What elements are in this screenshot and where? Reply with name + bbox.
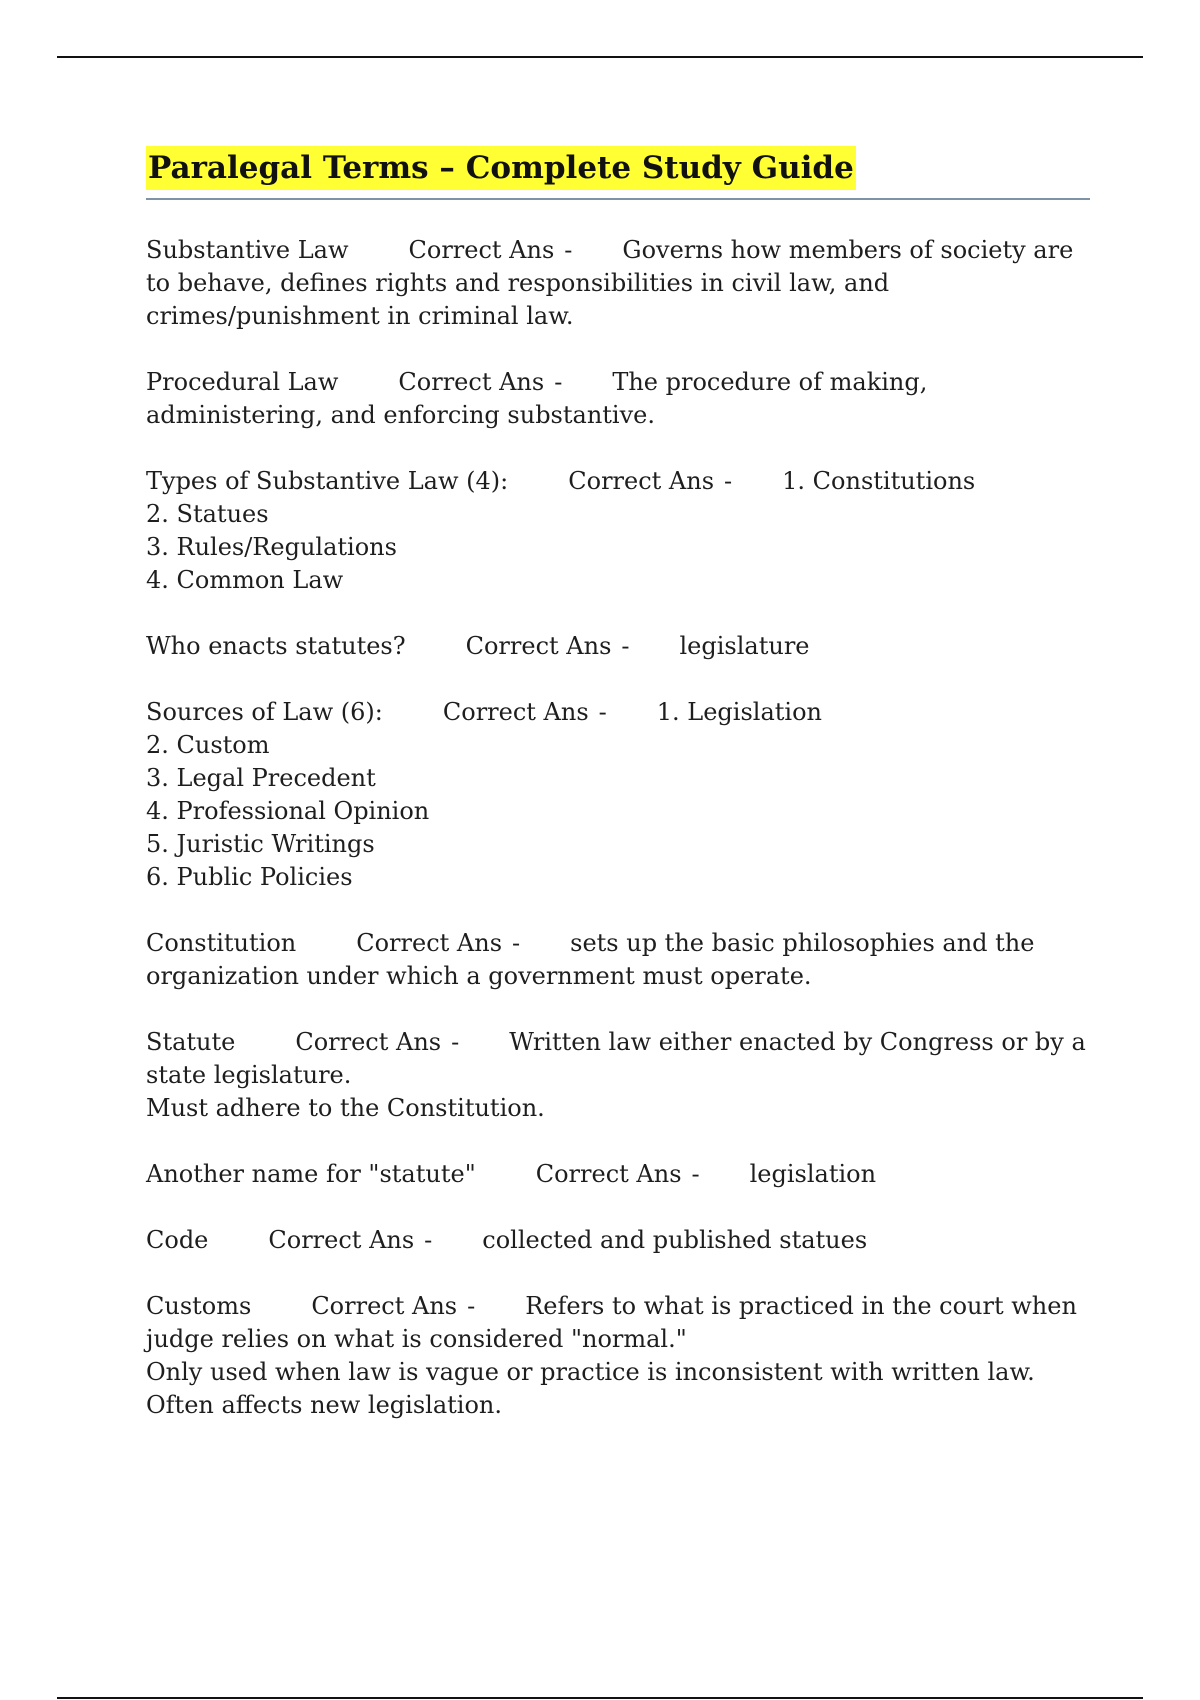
answer: 1. Constitutions [782,467,976,495]
answer-continuation: 3. Rules/Regulations [146,533,397,561]
term: Who enacts statutes? [146,632,406,660]
term: Procedural Law [146,368,339,396]
answer-separator: - [451,1028,460,1056]
answer: Governs how members of society are to behave, defines rights and responsibilities in civil law, and crimes/punishment in criminal law. [146,236,1074,330]
answer-separator: - [512,929,521,957]
qa-first-line [146,1224,1090,1257]
answer-label [466,632,630,660]
answer-continuation: 3. Legal Precedent [146,764,376,792]
answer-separator: - [564,236,573,264]
term: Code [146,1226,209,1254]
answer-label-text: Correct Ans [268,1226,415,1254]
term: Statute [146,1028,236,1056]
qa-entry [146,1158,1090,1191]
answer-continuation: Only used when law is vague or practice is inconsistent with written law. [146,1358,1035,1386]
answer-label [536,1160,700,1188]
answer-label-text: Correct Ans [408,236,555,264]
answer-separator: - [424,1226,433,1254]
answer-continuation: 4. Common Law [146,566,344,594]
title-block [146,146,1090,200]
answer: 1. Legislation [656,698,822,726]
qa-first-line [146,1158,1090,1191]
answer: legislation [749,1160,877,1188]
term: Another name for "statute" [146,1160,476,1188]
answer-label [268,1226,432,1254]
answer-continuation: Often affects new legislation. [146,1391,502,1419]
answer-label [295,1028,459,1056]
answer: Refers to what is practiced in the court when judge relies on what is considered "normal." [146,1292,1077,1353]
qa-first-line [146,1290,1090,1356]
answer-continuation: 4. Professional Opinion [146,797,430,825]
answer-separator: - [467,1292,476,1320]
qa-entry [146,234,1090,333]
qa-first-line [146,927,1090,993]
answer-label [311,1292,475,1320]
answer: legislature [679,632,810,660]
answer-separator: - [554,368,563,396]
qa-entry [146,1224,1090,1257]
answer-label-text: Correct Ans [442,698,589,726]
term: Customs [146,1292,252,1320]
answer: The procedure of making, administering, and enforcing substantive. [146,368,928,429]
qa-entry [146,465,1090,597]
answer-label [356,929,520,957]
answer-separator: - [724,467,733,495]
answer-continuation: 2. Statues [146,500,269,528]
qa-entry [146,630,1090,663]
qa-entry [146,366,1090,432]
entry-list [146,234,1090,1422]
qa-entry [146,927,1090,993]
header-rule [57,56,1143,58]
answer: collected and published statues [482,1226,868,1254]
answer-label-text: Correct Ans [568,467,715,495]
footer-rule [57,1697,1143,1699]
answer-label [409,236,573,264]
qa-first-line [146,630,1090,663]
qa-entry [146,696,1090,894]
term: Types of Substantive Law (4): [146,467,509,495]
answer-label-text: Correct Ans [295,1028,442,1056]
term: Constitution [146,929,297,957]
answer-separator: - [691,1160,700,1188]
answer-label [568,467,732,495]
answer-continuation: 5. Juristic Writings [146,830,375,858]
document-body [146,146,1090,1455]
term: Substantive Law [146,236,349,264]
qa-first-line [146,366,1090,432]
answer-label-text: Correct Ans [535,1160,682,1188]
answer-label-text: Correct Ans [465,632,612,660]
answer-continuation: 6. Public Policies [146,863,353,891]
qa-entry [146,1290,1090,1422]
answer-label-text: Correct Ans [311,1292,458,1320]
document-title: Paralegal Terms – Complete Study Guide [146,146,856,190]
qa-first-line [146,696,1090,729]
answer: Written law either enacted by Congress or by a state legislature. [146,1028,1086,1089]
term: Sources of Law (6): [146,698,383,726]
answer-continuation: Must adhere to the Constitution. [146,1094,545,1122]
qa-first-line [146,1026,1090,1092]
answer-label-text: Correct Ans [356,929,503,957]
answer: sets up the basic philosophies and the organization under which a government must operate. [146,929,1035,990]
qa-entry [146,1026,1090,1125]
qa-first-line [146,465,1090,498]
answer-separator: - [598,698,607,726]
qa-first-line [146,234,1090,333]
answer-label-text: Correct Ans [398,368,545,396]
answer-label [443,698,607,726]
answer-continuation: 2. Custom [146,731,270,759]
answer-label [398,368,562,396]
answer-separator: - [621,632,630,660]
